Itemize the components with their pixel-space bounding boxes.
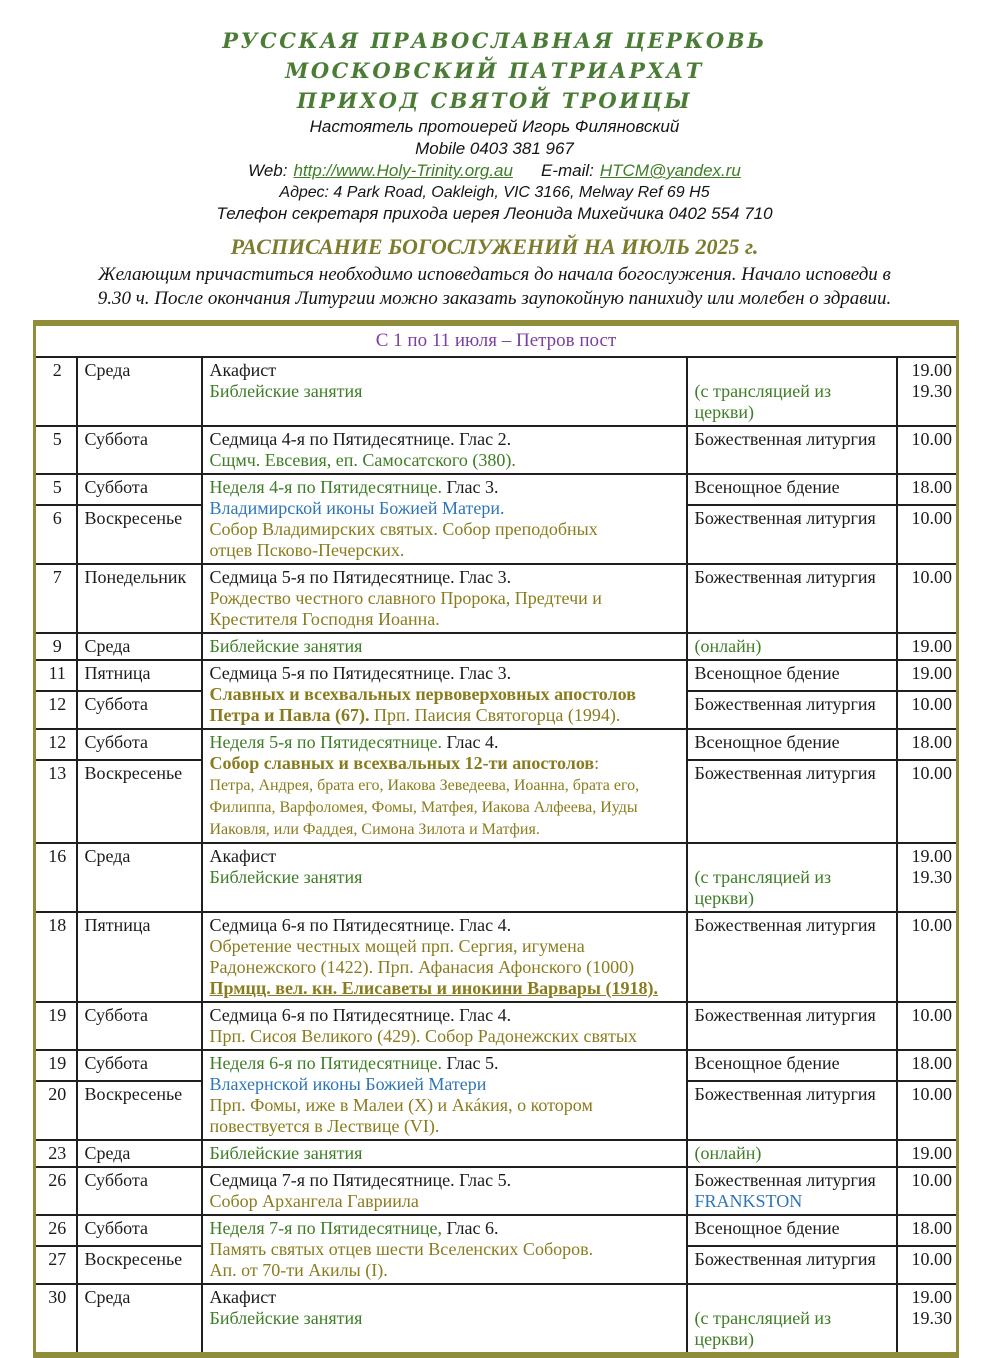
time-value: 19.00 <box>911 1143 953 1163</box>
time-cell <box>897 426 958 474</box>
description-line <box>210 1170 682 1191</box>
text-segment: Библейские занятия <box>209 381 363 401</box>
service-cell <box>687 474 897 505</box>
description-line <box>210 936 682 957</box>
service-cell <box>687 760 897 843</box>
church-name <box>0 26 989 116</box>
schedule-row <box>35 426 958 474</box>
web-label: Web: <box>248 161 288 180</box>
text-segment: Неделя 4-я по Пятидесятнице. <box>209 477 442 497</box>
service-cell <box>687 843 897 912</box>
date-cell: 11 <box>35 660 77 691</box>
service-line <box>695 732 892 753</box>
description-cell <box>202 426 687 474</box>
time-value: 19.30 <box>911 867 953 887</box>
service-cell <box>687 729 897 760</box>
description-line <box>210 567 682 588</box>
description-line <box>210 732 682 753</box>
time-value: 19.00 <box>911 846 953 866</box>
schedule-row <box>35 912 958 1002</box>
text-segment: Седмица 6-я по Пятидесятнице. Глас 4. <box>209 915 512 935</box>
time-value: 18.00 <box>911 1053 953 1073</box>
text-segment: Собор славных и всехвальных 12-ти апостолов <box>209 753 595 773</box>
date-cell: 9 <box>35 633 77 660</box>
text-segment: Библейские занятия <box>209 636 363 656</box>
service-cell <box>687 357 897 426</box>
text-segment: (онлайн) <box>694 1143 762 1163</box>
day-cell: Суббота <box>77 691 202 729</box>
service-cell <box>687 564 897 633</box>
day-cell: Пятница <box>77 660 202 691</box>
description-line <box>210 588 682 609</box>
description-cell <box>202 1002 687 1050</box>
date-cell: 5 <box>35 426 77 474</box>
description-cell <box>202 1140 687 1167</box>
time-cell <box>897 1284 958 1355</box>
description-cell <box>202 660 687 729</box>
church-name-line-2: МОСКОВСКИЙ ПАТРИАРХАТ <box>285 58 704 83</box>
date-cell: 19 <box>35 1002 77 1050</box>
service-line <box>695 867 892 909</box>
service-line <box>695 381 892 423</box>
day-cell: Среда <box>77 843 202 912</box>
text-segment: отцев Псково-Печерских. <box>209 540 405 560</box>
time-value: 19.00 <box>911 663 953 683</box>
time-value: 18.00 <box>911 1218 953 1238</box>
time-cell <box>897 660 958 691</box>
secretary-phone-line: Телефон секретаря прихода иерея Леонида Михейчика 0402 554 710 <box>216 204 773 223</box>
text-segment: Неделя 5-я по Пятидесятнице. <box>209 732 442 752</box>
day-cell: Среда <box>77 1140 202 1167</box>
description-line <box>210 1191 682 1212</box>
service-line <box>695 694 892 715</box>
time-cell <box>897 729 958 760</box>
date-cell: 5 <box>35 474 77 505</box>
schedule-row <box>35 1002 958 1050</box>
text-segment: Крестителя Господня Иоанна. <box>209 609 440 629</box>
description-line <box>210 978 682 999</box>
service-cell <box>687 1246 897 1284</box>
text-segment: Всенощное бдение <box>694 477 840 497</box>
time-value: 19.00 <box>911 1287 953 1307</box>
description-line <box>210 1260 682 1281</box>
description-line <box>210 1308 682 1329</box>
time-cell <box>897 357 958 426</box>
confession-note <box>0 263 989 311</box>
text-segment: Глас 4. <box>441 732 499 752</box>
text-segment: Владимирской иконы Божией Матери. <box>209 498 505 518</box>
schedule-table <box>33 320 959 1358</box>
service-cell <box>687 1002 897 1050</box>
service-line <box>695 1287 892 1308</box>
description-line <box>210 1143 682 1164</box>
text-segment: Акафист <box>209 1287 277 1307</box>
description-line <box>210 381 682 402</box>
service-line <box>695 429 892 450</box>
description-cell <box>202 564 687 633</box>
time-cell <box>897 1002 958 1050</box>
text-segment: Неделя 6-я по Пятидесятнице. <box>209 1053 442 1073</box>
day-cell: Суббота <box>77 1167 202 1215</box>
day-cell: Суббота <box>77 1215 202 1246</box>
service-cell <box>687 912 897 1002</box>
service-cell <box>687 1284 897 1355</box>
description-line <box>210 1239 682 1260</box>
time-cell <box>897 1050 958 1081</box>
time-value: 10.00 <box>911 429 953 449</box>
time-value: 19.30 <box>911 381 953 401</box>
time-value: 10.00 <box>911 763 953 783</box>
confession-note-line-2: 9.30 ч. После окончания Литургии можно заказать заупокойную панихиду или молебен о здравии. <box>97 288 892 309</box>
text-segment: Акафист <box>209 846 277 866</box>
day-cell: Воскресенье <box>77 1246 202 1284</box>
date-cell: 20 <box>35 1081 77 1140</box>
text-segment: Седмица 4-я по Пятидесятнице. Глас 2. <box>209 429 512 449</box>
service-cell <box>687 1140 897 1167</box>
schedule-row <box>35 1284 958 1355</box>
text-segment: Сщмч. Евсевия, еп. Самосатского (380). <box>209 450 516 470</box>
text-segment: Собор Архангела Гавриила <box>209 1191 419 1211</box>
time-value: 10.00 <box>911 694 953 714</box>
text-segment: (онлайн) <box>694 636 762 656</box>
text-segment: (с трансляцией из церкви) <box>694 1308 832 1349</box>
time-value: 19.30 <box>911 1308 953 1328</box>
time-cell <box>897 843 958 912</box>
email-label: E-mail: <box>540 161 594 180</box>
schedule-row <box>35 660 958 691</box>
schedule-row <box>35 633 958 660</box>
schedule-row <box>35 357 958 426</box>
description-line <box>210 867 682 888</box>
service-line <box>695 360 892 381</box>
text-segment: Глас 5. <box>441 1053 499 1073</box>
text-segment: Всенощное бдение <box>694 1218 840 1238</box>
text-segment: Божественная литургия <box>694 1084 876 1104</box>
description-line <box>210 796 682 818</box>
date-cell: 23 <box>35 1140 77 1167</box>
description-line <box>210 1218 682 1239</box>
date-cell: 30 <box>35 1284 77 1355</box>
service-cell <box>687 691 897 729</box>
fasting-period-banner: С 1 по 11 июля – Петров пост <box>35 323 958 357</box>
text-segment: Библейские занятия <box>209 1143 363 1163</box>
day-cell: Суббота <box>77 1002 202 1050</box>
description-line <box>210 915 682 936</box>
text-segment: Память святых отцев шести Вселенских Соборов. <box>209 1239 594 1259</box>
date-cell: 19 <box>35 1050 77 1081</box>
text-segment: Петра, Андрея, брата его, Иакова Зеведеева, Иоанна, брата его, <box>209 777 640 794</box>
description-line <box>210 450 682 471</box>
text-segment: Обретение честных мощей прп. Сергия, игумена <box>209 936 585 956</box>
service-line <box>695 846 892 867</box>
text-segment: Влахернской иконы Божией Матери <box>209 1074 487 1094</box>
time-value: 10.00 <box>911 915 953 935</box>
description-cell <box>202 357 687 426</box>
text-segment: повествуется в Лествице (VI). <box>209 1116 440 1136</box>
schedule-row <box>35 1050 958 1081</box>
description-line <box>210 1053 682 1074</box>
date-cell: 27 <box>35 1246 77 1284</box>
service-line <box>695 1143 892 1164</box>
day-cell: Воскресенье <box>77 760 202 843</box>
text-segment: Божественная литургия <box>694 915 876 935</box>
description-cell <box>202 1050 687 1140</box>
text-segment: FRANKSTON <box>694 1191 803 1211</box>
time-value: 18.00 <box>911 732 953 752</box>
service-line <box>695 1084 892 1105</box>
text-segment: Петра и Павла (67). <box>209 705 370 725</box>
text-segment: Библейские занятия <box>209 1308 363 1328</box>
day-cell: Суббота <box>77 729 202 760</box>
description-line <box>210 477 682 498</box>
date-cell: 7 <box>35 564 77 633</box>
text-segment: Прп. Сисоя Великого (429). Собор Радонежских святых <box>209 1026 637 1046</box>
text-segment: Библейские занятия <box>209 867 363 887</box>
time-cell <box>897 760 958 843</box>
time-cell <box>897 1215 958 1246</box>
description-line <box>210 846 682 867</box>
text-segment: Седмица 5-я по Пятидесятнице. Глас 3. <box>209 663 512 683</box>
service-line <box>695 636 892 657</box>
church-name-line-3: ПРИХОД СВЯТОЙ ТРОИЦЫ <box>296 88 693 113</box>
time-cell <box>897 564 958 633</box>
service-cell <box>687 426 897 474</box>
text-segment: Всенощное бдение <box>694 663 840 683</box>
web-email-line <box>0 160 989 182</box>
church-name-line-1: РУССКАЯ ПРАВОСЛАВНАЯ ЦЕРКОВЬ <box>222 28 767 53</box>
service-line <box>695 567 892 588</box>
website-link[interactable]: http://www.Holy-Trinity.org.au <box>293 161 513 180</box>
text-segment: Прп. Фомы, иже в Малеи (X) и Акáкия, о котором <box>209 1095 593 1115</box>
time-value: 19.00 <box>911 636 953 656</box>
page-title: РАСПИСАНИЕ БОГОСЛУЖЕНИЙ НА ИЮЛЬ 2025 г. <box>230 234 759 259</box>
date-cell: 2 <box>35 357 77 426</box>
day-cell: Суббота <box>77 426 202 474</box>
day-cell: Воскресенье <box>77 505 202 564</box>
description-cell <box>202 843 687 912</box>
description-line <box>210 663 682 684</box>
description-line <box>210 1116 682 1137</box>
mobile-line: Mobile 0403 381 967 <box>415 139 574 158</box>
time-value: 18.00 <box>911 477 953 497</box>
text-segment: Седмица 7-я по Пятидесятнице. Глас 5. <box>209 1170 512 1190</box>
description-cell <box>202 474 687 564</box>
text-segment: Прмцц. вел. кн. Елисаветы и инокини Варвары (1918). <box>209 978 658 998</box>
text-segment: Божественная литургия <box>694 1170 876 1190</box>
text-segment: Седмица 6-я по Пятидесятнице. Глас 4. <box>209 1005 512 1025</box>
schedule-row <box>35 729 958 760</box>
schedule-row <box>35 1167 958 1215</box>
time-value: 10.00 <box>911 1005 953 1025</box>
time-cell <box>897 1167 958 1215</box>
service-line <box>695 663 892 684</box>
address-line: Адрес: 4 Park Road, Oakleigh, VIC 3166, Melway Ref 69 H5 <box>279 184 710 201</box>
time-value: 10.00 <box>911 508 953 528</box>
schedule-row <box>35 1140 958 1167</box>
description-line <box>210 705 682 726</box>
time-value: 19.00 <box>911 360 953 380</box>
service-cell <box>687 1050 897 1081</box>
text-segment: Прп. Паисия Святогорца (1994). <box>369 705 621 725</box>
service-line <box>695 1170 892 1191</box>
text-segment: : <box>594 753 600 773</box>
description-line <box>210 1005 682 1026</box>
service-cell <box>687 1081 897 1140</box>
day-cell: Среда <box>77 633 202 660</box>
service-cell <box>687 1167 897 1215</box>
time-cell <box>897 1140 958 1167</box>
schedule-row <box>35 1215 958 1246</box>
day-cell: Понедельник <box>77 564 202 633</box>
confession-note-line-1: Желающим причаститься необходимо исповедаться до начала богослужения. Начало исповеди в <box>98 264 891 285</box>
email-link[interactable]: HTCM@yandex.ru <box>599 161 741 180</box>
schedule-row <box>35 843 958 912</box>
service-line <box>695 915 892 936</box>
service-line <box>695 1218 892 1239</box>
description-line <box>210 429 682 450</box>
description-line <box>210 519 682 540</box>
banner-row <box>35 323 958 357</box>
description-line <box>210 1287 682 1308</box>
description-line <box>210 609 682 630</box>
date-cell: 6 <box>35 505 77 564</box>
time-value: 10.00 <box>911 1249 953 1269</box>
description-line <box>210 1074 682 1095</box>
text-segment: Филиппа, Варфоломея, Фомы, Матфея, Иакова Алфеева, Иуды <box>209 799 638 816</box>
day-cell: Воскресенье <box>77 1081 202 1140</box>
time-cell <box>897 633 958 660</box>
description-line <box>210 360 682 381</box>
time-cell <box>897 912 958 1002</box>
service-line <box>695 508 892 529</box>
text-segment: Ап. от 70-ти Акилы (I). <box>209 1260 388 1280</box>
service-line <box>695 1308 892 1350</box>
text-segment: Божественная литургия <box>694 429 876 449</box>
text-segment: Божественная литургия <box>694 567 876 587</box>
date-cell: 26 <box>35 1167 77 1215</box>
text-segment: Божественная литургия <box>694 1249 876 1269</box>
description-line <box>210 1026 682 1047</box>
text-segment: Глас 3. <box>441 477 499 497</box>
service-cell <box>687 633 897 660</box>
text-segment: Божественная литургия <box>694 1005 876 1025</box>
time-value: 10.00 <box>911 1170 953 1190</box>
time-value: 10.00 <box>911 1084 953 1104</box>
text-segment: Божественная литургия <box>694 508 876 528</box>
description-line <box>210 753 682 774</box>
text-segment: Божественная литургия <box>694 694 876 714</box>
text-segment: Всенощное бдение <box>694 1053 840 1073</box>
description-line <box>210 684 682 705</box>
text-segment: Всенощное бдение <box>694 732 840 752</box>
date-cell: 16 <box>35 843 77 912</box>
day-cell: Пятница <box>77 912 202 1002</box>
description-cell <box>202 912 687 1002</box>
date-cell: 18 <box>35 912 77 1002</box>
date-cell: 12 <box>35 729 77 760</box>
text-segment: Радонежского (1422). Прп. Афанасия Афонского (1000) <box>209 957 635 977</box>
description-line <box>210 818 682 840</box>
description-line <box>210 1095 682 1116</box>
service-line <box>695 1249 892 1270</box>
date-cell: 26 <box>35 1215 77 1246</box>
service-cell <box>687 505 897 564</box>
description-cell <box>202 729 687 843</box>
schedule-row <box>35 474 958 505</box>
time-cell <box>897 505 958 564</box>
time-cell <box>897 691 958 729</box>
day-cell: Суббота <box>77 474 202 505</box>
text-segment: Собор Владимирских святых. Собор преподобных <box>209 519 598 539</box>
text-segment: Иаковля, или Фаддея, Симона Зилота и Матфия. <box>209 821 540 838</box>
time-cell <box>897 1081 958 1140</box>
description-line <box>210 498 682 519</box>
description-line <box>210 774 682 796</box>
service-line <box>695 1053 892 1074</box>
schedule-row <box>35 564 958 633</box>
date-cell: 13 <box>35 760 77 843</box>
text-segment: Седмица 5-я по Пятидесятнице. Глас 3. <box>209 567 512 587</box>
service-line <box>695 763 892 784</box>
rector-line: Настоятель протоиерей Игорь Филяновский <box>309 117 680 136</box>
description-line <box>210 540 682 561</box>
service-line <box>695 1005 892 1026</box>
description-cell <box>202 1284 687 1355</box>
day-cell: Суббота <box>77 1050 202 1081</box>
description-line <box>210 957 682 978</box>
time-value: 10.00 <box>911 567 953 587</box>
day-cell: Среда <box>77 357 202 426</box>
service-line <box>695 1191 892 1212</box>
description-cell <box>202 633 687 660</box>
text-segment: (с трансляцией из церкви) <box>694 381 832 422</box>
description-cell <box>202 1167 687 1215</box>
service-line <box>695 477 892 498</box>
schedule-body <box>35 323 958 1355</box>
service-cell <box>687 660 897 691</box>
description-cell <box>202 1215 687 1284</box>
text-segment: Акафист <box>209 360 277 380</box>
service-cell <box>687 1215 897 1246</box>
text-segment: Божественная литургия <box>694 763 876 783</box>
text-segment: Рождество честного славного Пророка, Предтечи и <box>209 588 602 608</box>
text-segment: Неделя 7-я по Пятидесятнице, <box>209 1218 442 1238</box>
description-line <box>210 636 682 657</box>
date-cell: 12 <box>35 691 77 729</box>
day-cell: Среда <box>77 1284 202 1355</box>
time-cell <box>897 474 958 505</box>
text-segment: Глас 6. <box>441 1218 499 1238</box>
time-cell <box>897 1246 958 1284</box>
text-segment: (с трансляцией из церкви) <box>694 867 832 908</box>
text-segment: Славных и всехвальных первоверховных апостолов <box>209 684 636 704</box>
